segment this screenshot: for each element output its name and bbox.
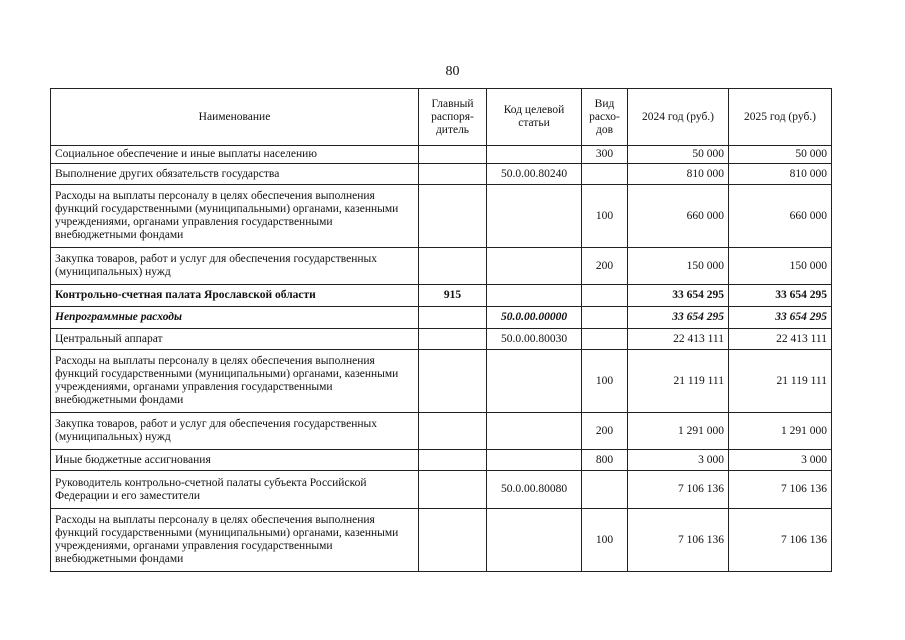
cell-type: 100 [582,185,628,248]
table-header-row [51,89,832,146]
cell-code [487,413,582,450]
cell-2024: 50 000 [628,146,729,164]
cell-2025: 810 000 [729,164,832,185]
cell-name: Иные бюджетные ассигнования [51,450,419,471]
cell-2024: 150 000 [628,248,729,285]
budget-table [50,88,832,572]
table-row [51,350,832,413]
cell-code [487,509,582,572]
cell-code: 50.0.00.00000 [487,307,582,329]
cell-admin [419,471,487,509]
cell-name: Руководитель контрольно-счетной палаты субъекта Российской Федерации и его заместители [51,471,419,509]
cell-name: Расходы на выплаты персоналу в целях обеспечения выполнения функций государственными (муниципальными) органами, казенными учреждениями, органами управления государственными внебюджетными фондами [51,350,419,413]
cell-2025: 21 119 111 [729,350,832,413]
cell-admin [419,413,487,450]
table-body [51,146,832,572]
header-name: Наименование [51,89,419,146]
cell-admin [419,146,487,164]
header-2024: 2024 год (руб.) [628,89,729,146]
cell-type [582,471,628,509]
cell-code [487,185,582,248]
cell-name: Закупка товаров, работ и услуг для обеспечения государственных (муниципальных) нужд [51,413,419,450]
cell-2025: 33 654 295 [729,307,832,329]
cell-code [487,285,582,307]
cell-2024: 22 413 111 [628,329,729,350]
cell-2025: 50 000 [729,146,832,164]
table-row [51,185,832,248]
cell-2024: 810 000 [628,164,729,185]
header-admin: Главный распоря-дитель [419,89,487,146]
cell-admin [419,248,487,285]
cell-admin [419,450,487,471]
header-code: Код целевой статьи [487,89,582,146]
table-row [51,413,832,450]
table-row [51,307,832,329]
cell-code [487,248,582,285]
cell-name: Центральный аппарат [51,329,419,350]
table-row [51,285,832,307]
table-row [51,450,832,471]
cell-type: 200 [582,413,628,450]
cell-2024: 7 106 136 [628,509,729,572]
page-number: 80 [445,64,460,79]
cell-2025: 660 000 [729,185,832,248]
cell-admin [419,185,487,248]
cell-2025: 7 106 136 [729,471,832,509]
table-row [51,329,832,350]
cell-admin [419,329,487,350]
cell-2025: 33 654 295 [729,285,832,307]
cell-2024: 3 000 [628,450,729,471]
cell-code [487,146,582,164]
cell-admin [419,164,487,185]
cell-2025: 22 413 111 [729,329,832,350]
cell-code: 50.0.00.80240 [487,164,582,185]
cell-type [582,307,628,329]
cell-name: Контрольно-счетная палата Ярославской области [51,285,419,307]
table-row [51,164,832,185]
header-type: Вид расхо-дов [582,89,628,146]
cell-name: Выполнение других обязательств государства [51,164,419,185]
cell-2025: 3 000 [729,450,832,471]
cell-name: Социальное обеспечение и иные выплаты населению [51,146,419,164]
cell-name: Закупка товаров, работ и услуг для обеспечения государственных (муниципальных) нужд [51,248,419,285]
cell-2024: 33 654 295 [628,307,729,329]
table-row [51,146,832,164]
cell-type: 300 [582,146,628,164]
cell-2024: 660 000 [628,185,729,248]
cell-name: Расходы на выплаты персоналу в целях обеспечения выполнения функций государственными (муниципальными) органами, казенными учреждениями, органами управления государственными внебюджетными фондами [51,185,419,248]
cell-type: 200 [582,248,628,285]
cell-2024: 7 106 136 [628,471,729,509]
cell-code: 50.0.00.80030 [487,329,582,350]
cell-admin [419,509,487,572]
header-2025: 2025 год (руб.) [729,89,832,146]
cell-type: 800 [582,450,628,471]
cell-type [582,285,628,307]
cell-code [487,450,582,471]
cell-admin [419,307,487,329]
table-row [51,248,832,285]
cell-name: Расходы на выплаты персоналу в целях обеспечения выполнения функций государственными (муниципальными) органами, казенными учреждениями, органами управления государственными внебюджетными фондами [51,509,419,572]
cell-type: 100 [582,509,628,572]
cell-admin: 915 [419,285,487,307]
cell-2024: 1 291 000 [628,413,729,450]
cell-name: Непрограммные расходы [51,307,419,329]
cell-2025: 150 000 [729,248,832,285]
cell-admin [419,350,487,413]
cell-2024: 33 654 295 [628,285,729,307]
cell-2024: 21 119 111 [628,350,729,413]
cell-2025: 1 291 000 [729,413,832,450]
cell-type [582,329,628,350]
cell-type: 100 [582,350,628,413]
table-row [51,471,832,509]
table-row [51,509,832,572]
cell-code [487,350,582,413]
cell-code: 50.0.00.80080 [487,471,582,509]
cell-2025: 7 106 136 [729,509,832,572]
cell-type [582,164,628,185]
